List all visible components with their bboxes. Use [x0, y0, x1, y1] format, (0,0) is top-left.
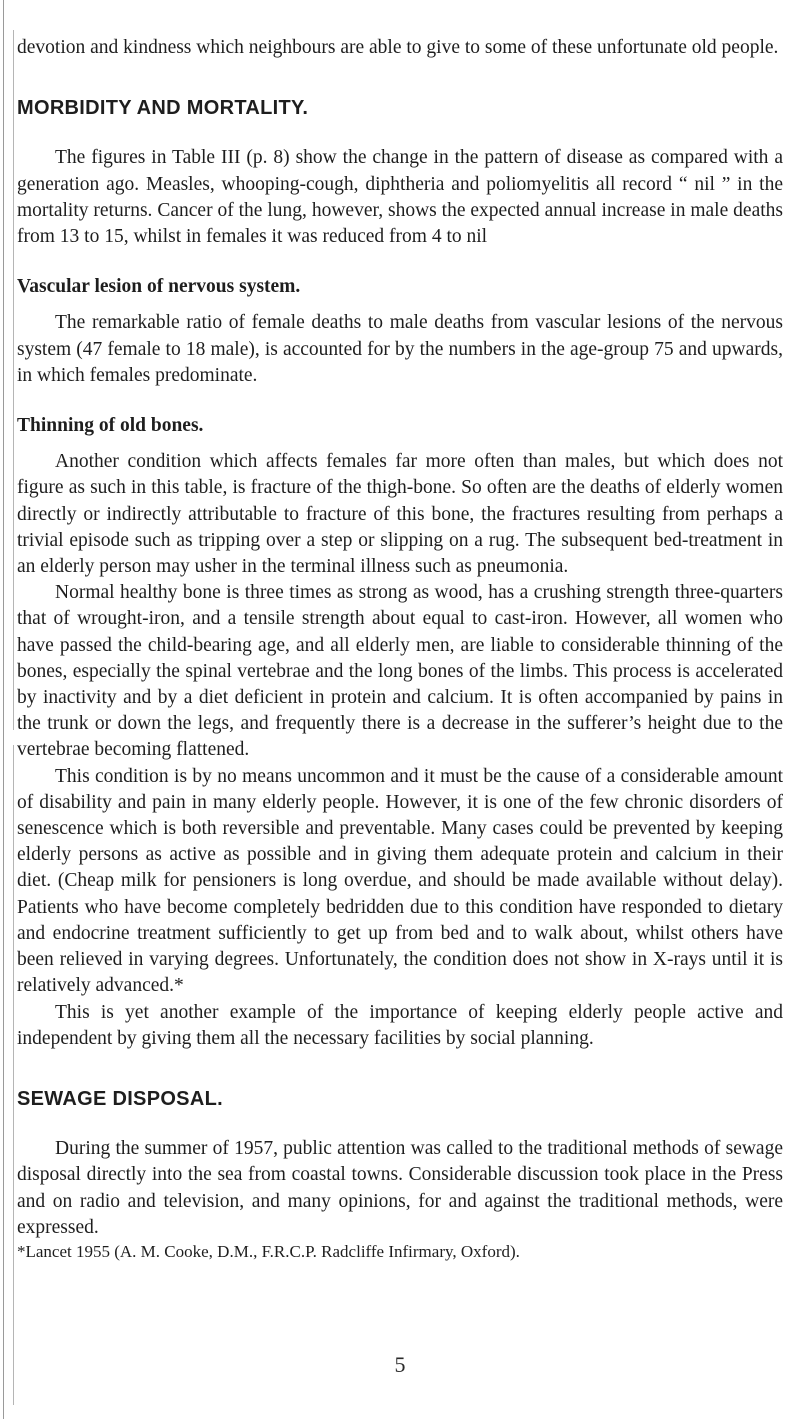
- vascular-paragraph: The remarkable ratio of female deaths to male deaths from vascular lesions of the nervous system (47 female to 18 male), is accounted for by the numbers in the age-group 75 and upwards, in which females predominate.: [17, 312, 783, 386]
- page-content: [17, 35, 783, 1263]
- margin-rule: [13, 30, 14, 730]
- sewage-heading: SEWAGE DISPOSAL.: [17, 1087, 223, 1110]
- sewage-paragraph: During the summer of 1957, public attention was called to the traditional methods of sewage disposal directly into the sea from coastal towns. Considerable discussion took place in the Press and on radio and television, and many opinions, for and against the traditional methods, were expressed.: [17, 1138, 783, 1238]
- morbidity-heading: MORBIDITY AND MORTALITY.: [17, 97, 309, 120]
- thinning-paragraph-3: This condition is by no means uncommon and it must be the cause of a considerable amount of disability and pain in many elderly people. However, it is one of the few chronic disorders of senescence which is both reversible and preventable. Many cases could be prevented by keeping elderly persons as active as possible and in giving them adequate protein and calcium in their diet. (Cheap milk for pensioners is long overdue, and should be made available without delay). Patients who have become completely bedridden due to this condition have responded to dietary and endocrine treatment sufficiently to get up from bed and to walk about, whilst others have been relieved in varying degrees. Unfortunately, the condition does not show in X-rays until it is relatively advanced.*: [17, 765, 783, 997]
- binding-edge: [3, 0, 4, 1419]
- thinning-paragraph-1: Another condition which affects females far more often than males, but which does not figure as such in this table, is fracture of the thigh-bone. So often are the deaths of elderly women directly or indirectly attributable to fracture of this bone, the fractures resulting from perhaps a trivial episode such as tripping over a step or slipping on a rug. The subsequent bed-treatment in an elderly person may usher in the terminal illness such as pneumonia.: [17, 451, 783, 578]
- footnote: *Lancet 1955 (A. M. Cooke, D.M., F.R.C.P. Radcliffe Infirmary, Oxford).: [17, 1241, 520, 1261]
- morbidity-paragraph: The figures in Table III (p. 8) show the change in the pattern of disease as compared with a generation ago. Measles, whooping-cough, diphtheria and poliomyelitis all record “ nil ” in the mortality returns. Cancer of the lung, however, shows the expected annual increase in male deaths from 13 to 15, whilst in females it was reduced from 4 to nil: [17, 147, 783, 248]
- page-number: 5: [394, 1352, 406, 1377]
- intro-paragraph: devotion and kindness which neighbours are able to give to some of these unfortunate old people.: [17, 37, 779, 58]
- thinning-paragraph-2: Normal healthy bone is three times as strong as wood, has a crushing strength three-quarters that of wrought-iron, and a tensile strength about equal to cast-iron. However, all women who have passed the child-bearing age, and all elderly men, are liable to considerable thinning of the bones, especially the spinal vertebrae and the long bones of the limbs. This process is accelerated by inactivity and by a diet deficient in protein and calcium. It is often accompanied by pains in the trunk or down the legs, and frequently there is a decrease in the sufferer’s height due to the vertebrae becoming flattened.: [17, 582, 783, 761]
- margin-rule-lower: [13, 745, 14, 1405]
- thinning-heading: Thinning of old bones.: [17, 415, 204, 437]
- thinning-paragraph-4: This is yet another example of the importance of keeping elderly people active and independent by giving them all the necessary facilities by social planning.: [17, 1001, 783, 1049]
- vascular-heading: Vascular lesion of nervous system.: [17, 276, 301, 298]
